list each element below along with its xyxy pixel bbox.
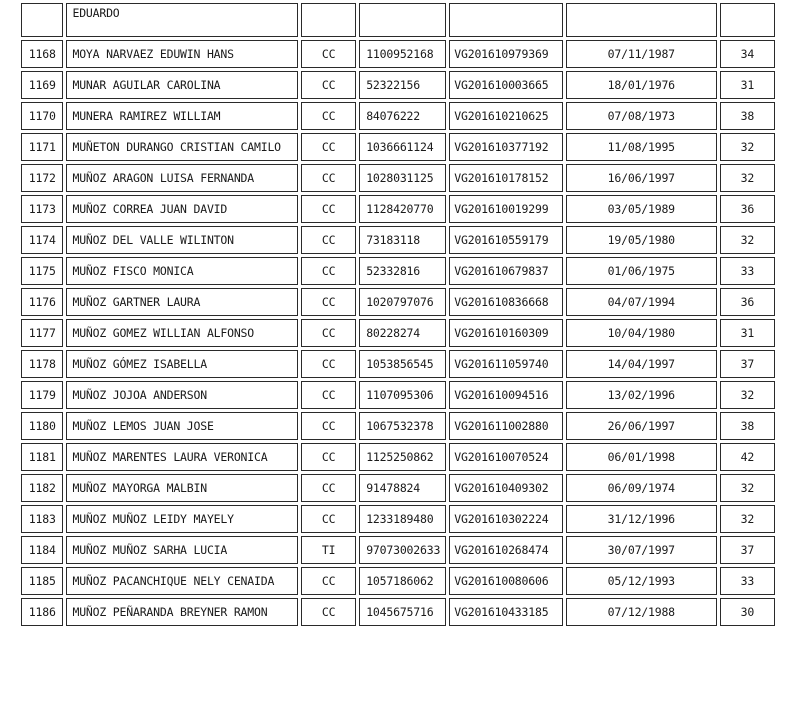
table-row [21, 257, 775, 285]
cell-age: 37 [720, 536, 775, 564]
cell-number: 1177 [21, 319, 63, 347]
cell-number: 1179 [21, 381, 63, 409]
cell-id-number: 1067532378 [359, 412, 446, 440]
cell-age: 33 [720, 567, 775, 595]
table-row [21, 598, 775, 626]
cell-number: 1184 [21, 536, 63, 564]
cell-name: MUÑOZ ARAGON LUISA FERNANDA [66, 164, 298, 192]
cell-code: VG201610080606 [449, 567, 563, 595]
cell-id-number: 73183118 [359, 226, 446, 254]
cell-number: 1169 [21, 71, 63, 99]
cell-age: 34 [720, 40, 775, 68]
cell-name: MUÑOZ GÓMEZ ISABELLA [66, 350, 298, 378]
cell-age: 31 [720, 319, 775, 347]
cell-doc-type: CC [301, 288, 356, 316]
cell-doc-type: CC [301, 226, 356, 254]
cell-doc-type [301, 3, 356, 37]
cell-age: 37 [720, 350, 775, 378]
cell-number: 1178 [21, 350, 63, 378]
table-row [21, 3, 775, 37]
cell-date: 06/01/1998 [566, 443, 717, 471]
cell-code: VG201610268474 [449, 536, 563, 564]
cell-date: 11/08/1995 [566, 133, 717, 161]
table-row [21, 71, 775, 99]
cell-doc-type: CC [301, 505, 356, 533]
cell-id-number: 1100952168 [359, 40, 446, 68]
table-row [21, 443, 775, 471]
cell-date: 19/05/1980 [566, 226, 717, 254]
cell-number: 1174 [21, 226, 63, 254]
cell-name: MUÑOZ MUÑOZ SARHA LUCIA [66, 536, 298, 564]
table-row [21, 226, 775, 254]
cell-doc-type: CC [301, 71, 356, 99]
cell-number: 1182 [21, 474, 63, 502]
cell-name: MUÑOZ MAYORGA MALBIN [66, 474, 298, 502]
cell-id-number [359, 3, 446, 37]
table-row [21, 474, 775, 502]
cell-doc-type: CC [301, 40, 356, 68]
cell-name: MOYA NARVAEZ EDUWIN HANS [66, 40, 298, 68]
cell-number: 1172 [21, 164, 63, 192]
cell-age [720, 3, 775, 37]
cell-name: MUÑOZ MUÑOZ LEIDY MAYELY [66, 505, 298, 533]
cell-name: MUÑOZ PEÑARANDA BREYNER RAMON [66, 598, 298, 626]
cell-age: 32 [720, 133, 775, 161]
cell-date: 07/12/1988 [566, 598, 717, 626]
cell-name: MUÑOZ CORREA JUAN DAVID [66, 195, 298, 223]
cell-number: 1186 [21, 598, 63, 626]
cell-id-number: 1125250862 [359, 443, 446, 471]
cell-code: VG201610178152 [449, 164, 563, 192]
cell-number: 1185 [21, 567, 63, 595]
cell-id-number: 80228274 [359, 319, 446, 347]
cell-id-number: 1107095306 [359, 381, 446, 409]
cell-date: 03/05/1989 [566, 195, 717, 223]
cell-doc-type: CC [301, 102, 356, 130]
cell-date: 06/09/1974 [566, 474, 717, 502]
table-row [21, 536, 775, 564]
cell-doc-type: CC [301, 598, 356, 626]
cell-doc-type: CC [301, 319, 356, 347]
cell-code: VG201611059740 [449, 350, 563, 378]
cell-date: 07/11/1987 [566, 40, 717, 68]
cell-date: 30/07/1997 [566, 536, 717, 564]
cell-date: 04/07/1994 [566, 288, 717, 316]
cell-age: 38 [720, 102, 775, 130]
table-row [21, 195, 775, 223]
table-row [21, 567, 775, 595]
cell-code: VG201610070524 [449, 443, 563, 471]
table-row [21, 350, 775, 378]
cell-date [566, 3, 717, 37]
cell-id-number: 1057186062 [359, 567, 446, 595]
cell-id-number: 1028031125 [359, 164, 446, 192]
cell-doc-type: CC [301, 443, 356, 471]
cell-name: MUÑOZ PACANCHIQUE NELY CENAIDA [66, 567, 298, 595]
cell-id-number: 1053856545 [359, 350, 446, 378]
cell-age: 32 [720, 381, 775, 409]
cell-code: VG201610679837 [449, 257, 563, 285]
cell-code: VG201610003665 [449, 71, 563, 99]
cell-name: MUÑOZ DEL VALLE WILINTON [66, 226, 298, 254]
cell-date: 05/12/1993 [566, 567, 717, 595]
cell-id-number: 1036661124 [359, 133, 446, 161]
cell-number: 1168 [21, 40, 63, 68]
cell-number: 1173 [21, 195, 63, 223]
table-row [21, 381, 775, 409]
cell-code: VG201610160309 [449, 319, 563, 347]
cell-date: 26/06/1997 [566, 412, 717, 440]
cell-doc-type: CC [301, 257, 356, 285]
table-row [21, 288, 775, 316]
cell-age: 33 [720, 257, 775, 285]
cell-date: 07/08/1973 [566, 102, 717, 130]
cell-code [449, 3, 563, 37]
cell-doc-type: CC [301, 412, 356, 440]
cell-date: 16/06/1997 [566, 164, 717, 192]
cell-doc-type: CC [301, 195, 356, 223]
cell-doc-type: CC [301, 567, 356, 595]
cell-code: VG201610377192 [449, 133, 563, 161]
cell-id-number: 1128420770 [359, 195, 446, 223]
cell-number: 1175 [21, 257, 63, 285]
cell-name: MUNAR AGUILAR CAROLINA [66, 71, 298, 99]
cell-date: 01/06/1975 [566, 257, 717, 285]
cell-code: VG201610019299 [449, 195, 563, 223]
cell-doc-type: CC [301, 381, 356, 409]
table-body [21, 3, 775, 626]
cell-id-number: 52332816 [359, 257, 446, 285]
cell-age: 36 [720, 195, 775, 223]
cell-id-number: 97073002633 [359, 536, 446, 564]
cell-number: 1180 [21, 412, 63, 440]
table-row [21, 505, 775, 533]
table-row [21, 102, 775, 130]
cell-name: MUNERA RAMIREZ WILLIAM [66, 102, 298, 130]
cell-code: VG201610302224 [449, 505, 563, 533]
cell-name: MUÑETON DURANGO CRISTIAN CAMILO [66, 133, 298, 161]
cell-code: VG201610836668 [449, 288, 563, 316]
cell-id-number: 1233189480 [359, 505, 446, 533]
cell-number: 1181 [21, 443, 63, 471]
cell-id-number: 91478824 [359, 474, 446, 502]
table-row [21, 40, 775, 68]
cell-number: 1176 [21, 288, 63, 316]
cell-number [21, 3, 63, 37]
cell-id-number: 52322156 [359, 71, 446, 99]
cell-age: 31 [720, 71, 775, 99]
table-row [21, 319, 775, 347]
document-sheet [18, 0, 778, 629]
cell-number: 1183 [21, 505, 63, 533]
cell-age: 32 [720, 226, 775, 254]
cell-doc-type: TI [301, 536, 356, 564]
roster-table [18, 0, 778, 629]
cell-name: MUÑOZ FISCO MONICA [66, 257, 298, 285]
table-row [21, 133, 775, 161]
cell-date: 14/04/1997 [566, 350, 717, 378]
cell-number: 1171 [21, 133, 63, 161]
cell-doc-type: CC [301, 164, 356, 192]
cell-date: 13/02/1996 [566, 381, 717, 409]
cell-id-number: 84076222 [359, 102, 446, 130]
table-row [21, 412, 775, 440]
cell-name: MUÑOZ LEMOS JUAN JOSE [66, 412, 298, 440]
cell-age: 36 [720, 288, 775, 316]
cell-name: EDUARDO [66, 3, 298, 37]
cell-date: 10/04/1980 [566, 319, 717, 347]
cell-date: 31/12/1996 [566, 505, 717, 533]
cell-date: 18/01/1976 [566, 71, 717, 99]
cell-id-number: 1020797076 [359, 288, 446, 316]
cell-code: VG201611002880 [449, 412, 563, 440]
cell-age: 42 [720, 443, 775, 471]
cell-age: 32 [720, 505, 775, 533]
cell-number: 1170 [21, 102, 63, 130]
cell-code: VG201610559179 [449, 226, 563, 254]
table-row [21, 164, 775, 192]
cell-doc-type: CC [301, 350, 356, 378]
cell-doc-type: CC [301, 133, 356, 161]
cell-code: VG201610433185 [449, 598, 563, 626]
cell-age: 32 [720, 164, 775, 192]
cell-age: 38 [720, 412, 775, 440]
cell-code: VG201610210625 [449, 102, 563, 130]
cell-name: MUÑOZ MARENTES LAURA VERONICA [66, 443, 298, 471]
cell-id-number: 1045675716 [359, 598, 446, 626]
cell-name: MUÑOZ GOMEZ WILLIAN ALFONSO [66, 319, 298, 347]
cell-code: VG201610094516 [449, 381, 563, 409]
cell-code: VG201610409302 [449, 474, 563, 502]
cell-age: 32 [720, 474, 775, 502]
cell-age: 30 [720, 598, 775, 626]
cell-name: MUÑOZ GARTNER LAURA [66, 288, 298, 316]
cell-doc-type: CC [301, 474, 356, 502]
cell-name: MUÑOZ JOJOA ANDERSON [66, 381, 298, 409]
cell-code: VG201610979369 [449, 40, 563, 68]
